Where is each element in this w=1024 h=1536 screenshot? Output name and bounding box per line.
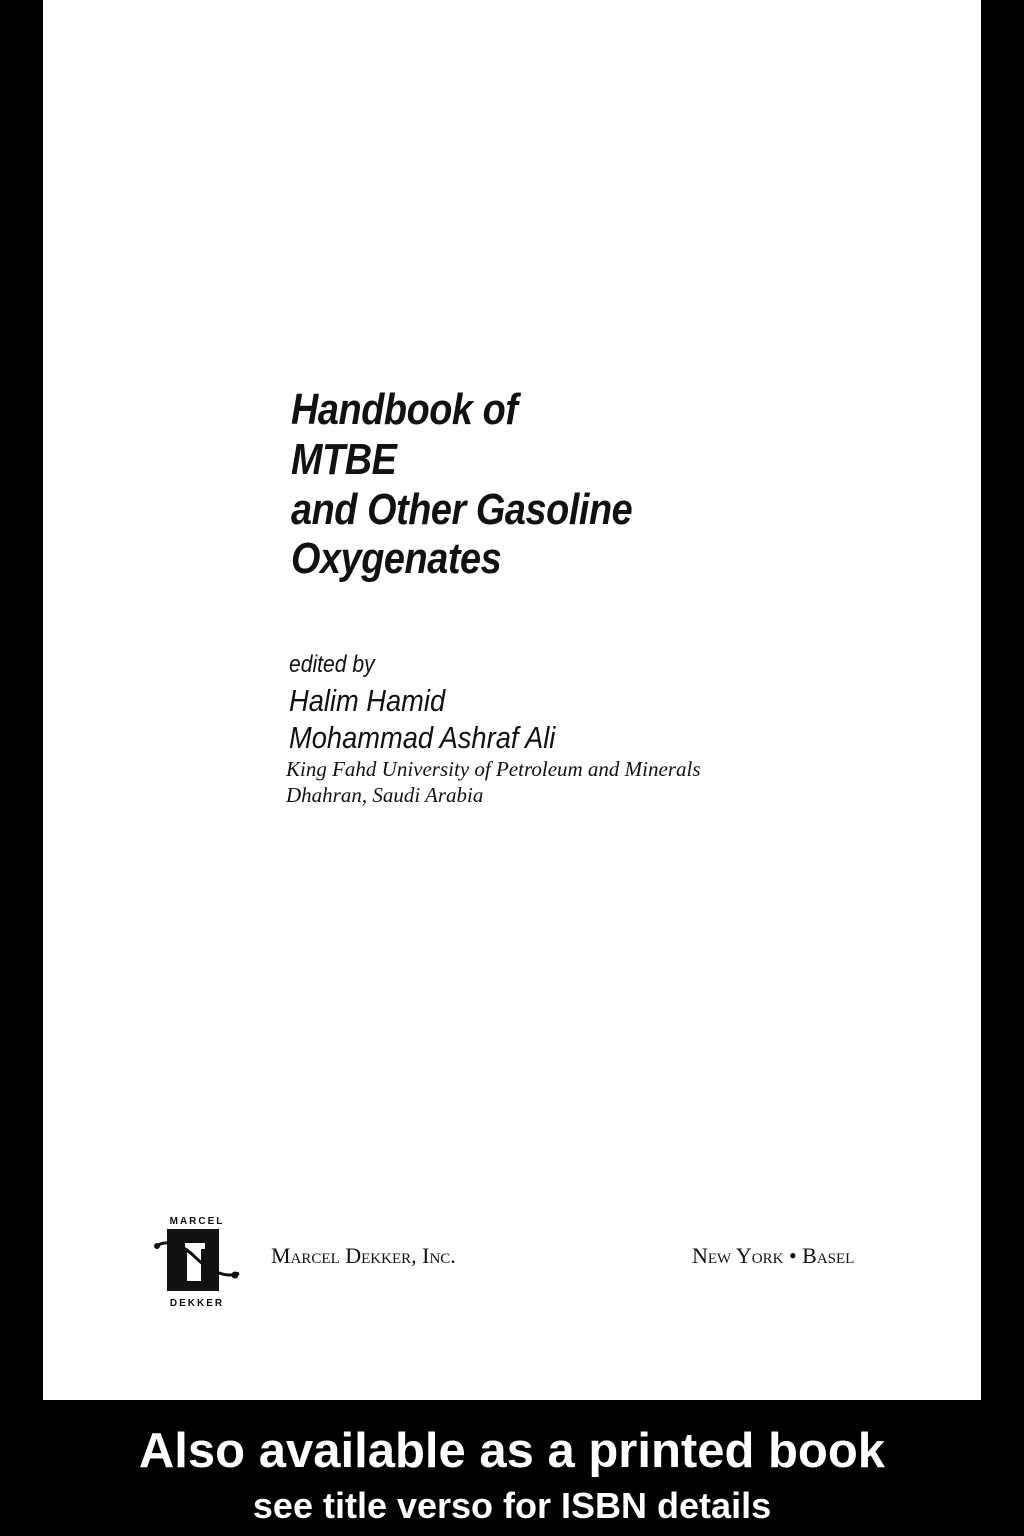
title-line-2: MTBE — [291, 435, 397, 484]
editor-name-2: Mohammad Ashraf Ali — [289, 720, 556, 755]
edited-by-label: edited by — [289, 651, 375, 678]
banner-line-1: Also available as a printed book — [138, 1424, 886, 1478]
title-line-3: and Other Gasoline — [291, 485, 633, 534]
title-line-1: Handbook of — [291, 385, 518, 434]
title-page — [43, 0, 981, 1400]
print-availability-banner — [0, 1400, 1024, 1536]
title-line-4: Oxygenates — [291, 534, 502, 583]
logo-text-bottom: DEKKER — [169, 1298, 225, 1309]
publisher-logo — [151, 1213, 243, 1309]
publisher-locations: New York • Basel — [692, 1243, 855, 1268]
affiliation-line-2: Dhahran, Saudi Arabia — [286, 783, 484, 807]
logo-text-top: MARCEL — [169, 1216, 225, 1227]
banner-line-2: see title verso for ISBN details — [252, 1485, 772, 1526]
publisher-name: Marcel Dekker, Inc. — [271, 1243, 456, 1268]
affiliation-line-1: King Fahd University of Petroleum and Minerals — [286, 757, 701, 781]
editor-name-1: Halim Hamid — [289, 683, 446, 718]
